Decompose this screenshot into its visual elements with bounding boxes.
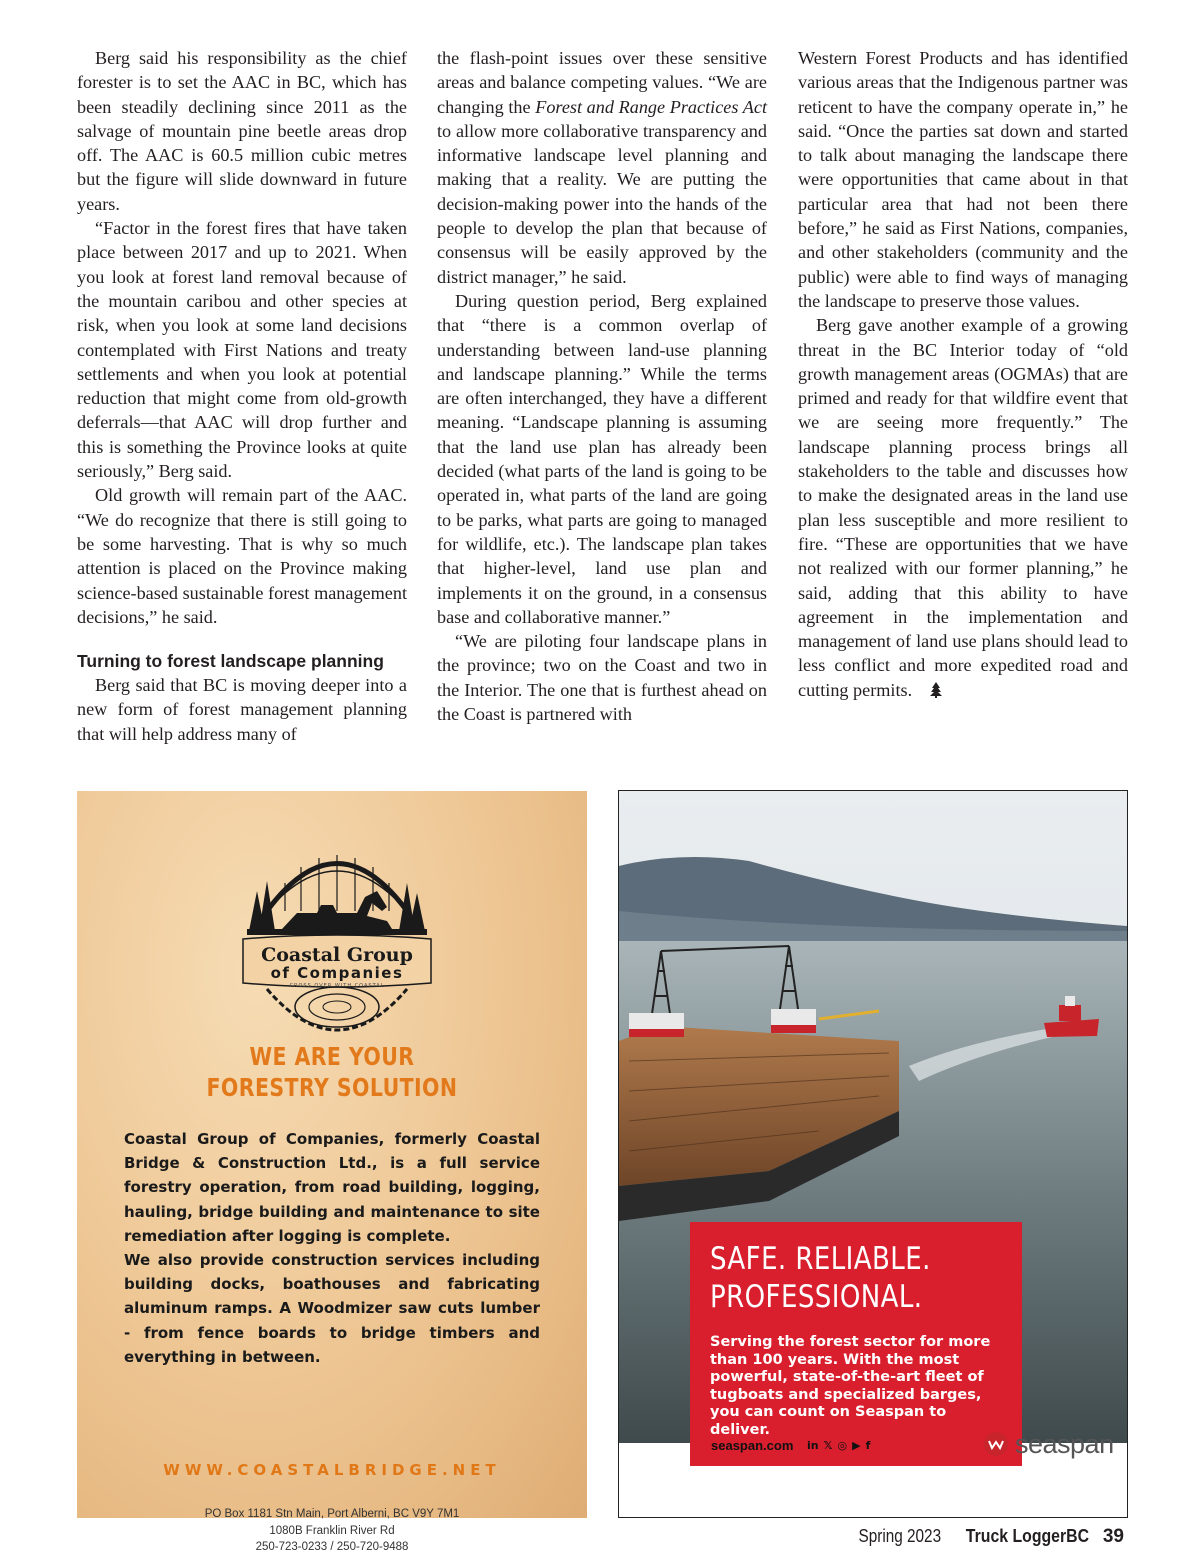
tagline <box>710 1240 962 1316</box>
seaspan-emblem-icon <box>983 1431 1009 1457</box>
paragraph: Berg said that BC is moving deeper into a new form of forest management planning that will help address many of <box>77 675 407 744</box>
coastal-group-ad[interactable] <box>77 791 587 1553</box>
contact-address <box>77 1506 587 1556</box>
headline-line: FORESTRY SOLUTION <box>206 1073 458 1102</box>
headline-line: WE ARE YOUR <box>249 1042 415 1071</box>
seaspan-website-link[interactable]: seaspan.com <box>711 1438 794 1453</box>
paragraph: Western Forest Products and has identified various areas that the Indigenous partner was reticent to have the company operate in,” he said. “Once the parties sat down and started to talk about managing the landscape there were opportunities that came about in that particular area that had not been there before,” he said as First Nations, companies, and other stakeholders (community and the public) were able to find ways of managing the landscape to preserve those values. <box>798 48 1128 311</box>
address-line: 1080B Franklin River Rd <box>269 1524 395 1537</box>
article-column-1 <box>77 46 407 746</box>
article-column-3 <box>798 46 1128 704</box>
ad-description: Serving the forest sector for more than 100 years. With the most powerful, state-of-the-art fleet of tugboats and specialized barges, you can count on Seaspan to deliver. <box>710 1334 991 1438</box>
paragraph: During question period, Berg explained that “there is a common overlap of understanding between land-use planning and landscape planning.” While the terms are often interchanged, they have a different meaning. “Landscape planning is assuming that the land use plan has already been decided (what parts of the land is going to be operated in, what parts of the land are going to be parks, what parts are going to managed for wildlife, etc.). The landscape plan takes that higher-level, land use plan and implements it on the ground, in a consensus base and collaborative manner.” <box>437 290 767 627</box>
text-run: the flash-point issues over these sensitive areas and balance competing values. “We are changing the <box>437 48 767 117</box>
tagline-line: SAFE. RELIABLE. <box>710 1241 931 1277</box>
paragraph: “We are piloting four landscape plans in the province; two on the Coast and two in the Interior. The one that is furthest ahead on the Coast is partnered with <box>437 631 767 725</box>
linkedin-icon[interactable]: in <box>807 1439 819 1452</box>
page-footer <box>844 1526 1124 1552</box>
logo-name-line1: Coastal Group <box>261 944 413 966</box>
paragraph <box>798 313 1128 704</box>
address-line: PO Box 1181 Stn Main, Port Alberni, BC V9Y 7M1 <box>204 1508 460 1520</box>
ad-headline <box>123 1041 541 1103</box>
twitter-icon[interactable]: 𝕏 <box>823 1439 833 1452</box>
ad-paragraph: Coastal Group of Companies, formerly Coastal Bridge & Construction Ltd., is a full service forestry operation, from road building, logging, hauling, bridge building and maintenance to site remediation after logging is complete. <box>124 1130 540 1245</box>
seaspan-logo <box>983 1426 1114 1462</box>
ad-body <box>124 1127 540 1369</box>
paragraph: Berg said his responsibility as the chief forester is to set the AAC in BC, which has been steadily declining since 2011 as the salvage of mountain pine beetle areas drop off. The AAC is 60.5 million cubic metres but the figure will slide downward in future years. <box>77 48 407 214</box>
issue-season: Spring 2023 <box>858 1526 941 1546</box>
tagline-panel <box>690 1222 1022 1466</box>
subheading: Turning to forest landscape planning <box>77 651 384 672</box>
act-title: Forest and Range Practices Act <box>535 96 767 117</box>
tagline-line: PROFESSIONAL. <box>710 1279 923 1315</box>
website-link[interactable]: WWW.COASTALBRIDGE.NET <box>163 1461 501 1479</box>
magazine-title: Truck LoggerBC <box>965 1526 1089 1546</box>
text-run: Berg gave another example of a growing threat in the BC Interior today of “old growth management areas (OGMAs) that are primed and ready for that wildfire event that we are seeing more frequently.” The landscape planning process brings all stakeholders to the table and discusses how to make the designated areas in the land use plan less susceptible and more resilient to fire. “These are opportunities that we have not realized with our former planning,” he said, adding that this ability to have agreement in the implementation and management of land use plans should lead to less conflict and more expedited road and cutting permits. <box>798 315 1128 700</box>
paragraph: Old growth will remain part of the AAC. “We do recognize that there is still going to be some harvesting. That is why so much attention is placed on the Province making science-based sustainable forest management decisions,” he said. <box>77 485 407 627</box>
text-run: to allow more collaborative transparency and informative landscape level planning and making that a reality. We are putting the decision-making power into the hands of the people to develop the plan that because of consensus will be easily approved by the district manager,” he said. <box>437 120 767 287</box>
logo-name-line2: of Companies <box>270 964 404 982</box>
coastal-group-logo <box>237 821 437 1051</box>
paragraph <box>437 46 767 289</box>
article-column-2 <box>437 46 767 726</box>
logo-tagline: CROSS OVER WITH COASTAL <box>289 983 385 989</box>
brand-wordmark: seaspan <box>1015 1428 1114 1459</box>
ad-paragraph: We also provide construction services including building docks, boathouses and fabricating aluminum ramps. A Woodmizer saw cuts lumber - from fence boards to bridge timbers and everything in between. <box>124 1251 540 1366</box>
page-number: 39 <box>1102 1526 1124 1547</box>
youtube-icon[interactable]: ▶ <box>852 1439 861 1452</box>
paragraph: “Factor in the forest fires that have taken place between 2017 and up to 2021. When you look at forest land removal because of the mountain caribou and other species at risk, when you look at some land decisions contemplated with First Nations and treaty settlements and when you look at potential reduction that might come from old-growth deferrals—that AAC will drop further and this is something the Province looks at quite seriously,” Berg said. <box>77 218 407 482</box>
tree-icon <box>912 680 942 704</box>
facebook-icon[interactable]: f <box>865 1439 871 1452</box>
instagram-icon[interactable]: ◎ <box>837 1439 848 1452</box>
social-links <box>807 1439 870 1453</box>
seaspan-ad[interactable] <box>618 790 1128 1518</box>
phone-numbers: 250-723-0233 / 250-720-9488 <box>255 1541 409 1553</box>
